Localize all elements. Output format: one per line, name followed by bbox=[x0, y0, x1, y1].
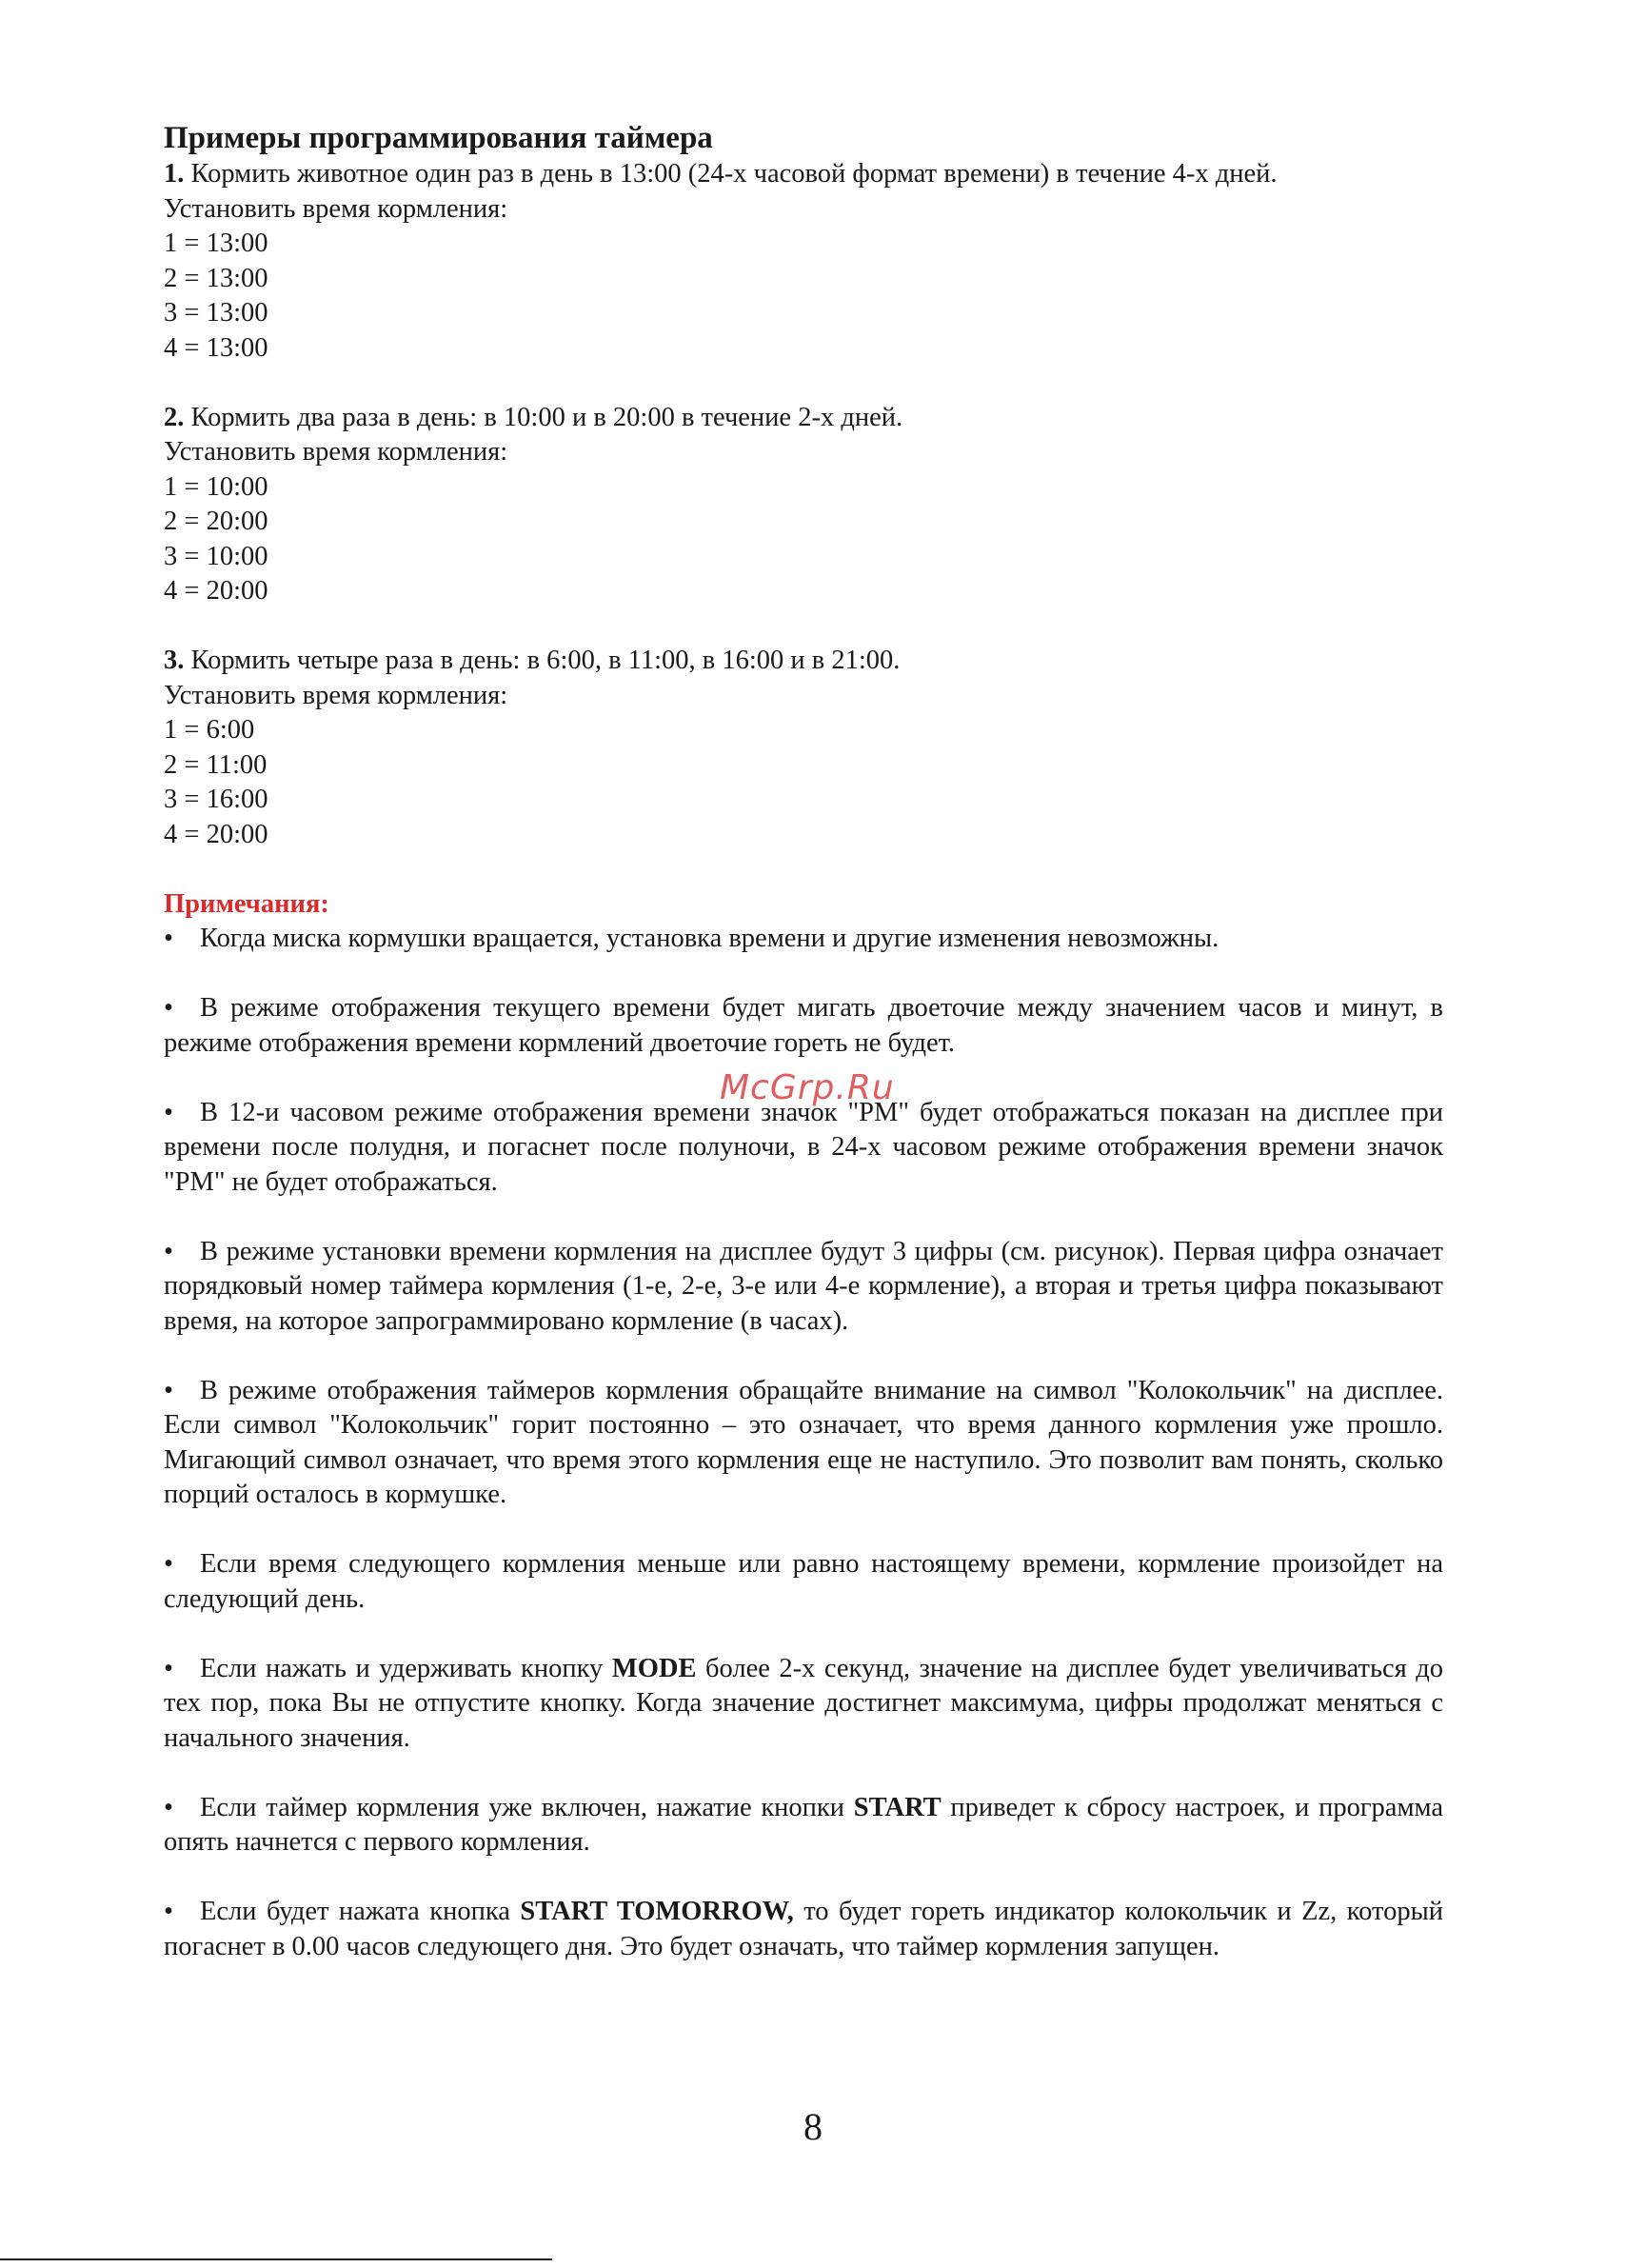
page-title: Примеры программирования таймера bbox=[164, 121, 713, 155]
example-number: 3. bbox=[164, 646, 185, 675]
example-1 bbox=[164, 157, 1443, 366]
set-label: Установить время кормления: bbox=[164, 437, 508, 467]
time-entry: 3 = 16:00 bbox=[164, 785, 268, 814]
example-text: Кормить четыре раза в день: в 6:00, в 11:00, в 16:00 и в 21:00. bbox=[190, 646, 901, 675]
note-item: • В режиме отображения таймеров кормления обращайте внимание на символ "Колокольчик" на дисплее. Если символ "Колокольчик" горит постоянно – это означает, что время данного кормления уже прошло. Мигающий символ означает, что время этого кормления еще не наступило. Это позволит вам понять, сколько порций осталось в кормушке. bbox=[164, 1375, 1443, 1509]
bullet-icon: • bbox=[164, 1792, 173, 1822]
example-text: Кормить животное один раз в день в 13:00 (24-х часовой формат времени) в течение 4-х дней. bbox=[190, 159, 1278, 189]
time-entry: 1 = 6:00 bbox=[164, 715, 255, 745]
time-entry: 2 = 13:00 bbox=[164, 263, 268, 293]
time-entry: 2 = 11:00 bbox=[164, 749, 268, 780]
footer-rule bbox=[0, 2258, 552, 2260]
bullet-icon: • bbox=[164, 1097, 173, 1127]
time-entry: 3 = 10:00 bbox=[164, 541, 268, 571]
mode-button-label: MODE bbox=[611, 1653, 697, 1683]
note-item: • Когда миска кормушки вращается, установка времени и другие изменения невозможны. bbox=[164, 922, 1443, 957]
time-entry: 2 = 20:00 bbox=[164, 507, 268, 536]
note-item: • Если время следующего кормления меньше или равно настоящему времени, кормление произойдет на следующий день. bbox=[164, 1549, 1443, 1614]
start-tomorrow-button-label: START TOMORROW, bbox=[520, 1897, 794, 1926]
bullet-icon: • bbox=[164, 1897, 173, 1926]
example-number: 1. bbox=[164, 159, 185, 189]
example-3 bbox=[164, 644, 1443, 852]
set-label: Установить время кормления: bbox=[164, 193, 508, 224]
time-entry: 1 = 13:00 bbox=[164, 229, 268, 258]
example-number: 2. bbox=[164, 402, 185, 432]
time-entry: 1 = 10:00 bbox=[164, 471, 268, 502]
watermark: McGrp.Ru bbox=[720, 1068, 895, 1107]
note-item: • Если будет нажата кнопка START TOMORROW, то будет гореть индикатор колокольчик и Zz, который погаснет в 0.00 часов следующего дня. Это будет означать, что таймер кормления запущен. bbox=[164, 1897, 1443, 1961]
note-item: • Если нажать и удерживать кнопку MODE более 2-х секунд, значение на дисплее будет увеличиваться до тех пор, пока Вы не отпустите кнопку. Когда значение достигнет максимума, цифры продолжат меняться с начального значения. bbox=[164, 1653, 1444, 1753]
bullet-icon: • bbox=[164, 924, 173, 953]
time-entry: 4 = 20:00 bbox=[164, 819, 268, 849]
note-item: • В 12-и часовом режиме отображения времени значок "PM" будет отображаться показан на дисплее при времени после полудня, и погаснет после полуночи, в 24-х часовом режиме отображения времени значок "PM" не будет отображаться. bbox=[164, 1097, 1443, 1197]
note-item: • Если таймер кормления уже включен, нажатие кнопки START приведет к сбросу настроек, и программа опять начнется с первого кормления. bbox=[164, 1792, 1443, 1857]
time-entry: 4 = 13:00 bbox=[164, 332, 268, 363]
bullet-icon: • bbox=[164, 1653, 173, 1683]
time-entry: 3 = 13:00 bbox=[164, 298, 268, 328]
notes-title: Примечания: bbox=[164, 888, 329, 919]
bullet-icon: • bbox=[164, 1375, 173, 1405]
example-text: Кормить два раза в день: в 10:00 и в 20:00 в течение 2-х дней. bbox=[190, 402, 903, 432]
start-button-label: START bbox=[853, 1792, 942, 1822]
time-entry: 4 = 20:00 bbox=[164, 576, 268, 606]
note-item: • В режиме отображения текущего времени будет мигать двоеточие между значением часов и минут, в режиме отображения времени кормлений двоеточие гореть не будет. bbox=[164, 993, 1443, 1058]
set-label: Установить время кормления: bbox=[164, 680, 508, 710]
note-item: • В режиме установки времени кормления на дисплее будут 3 цифры (см. рисунок). Первая цифра означает порядковый номер таймера кормления (1-е, 2-е, 3-е или 4-е кормление), а вторая и третья цифра показывают время, на которое запрограммировано кормление (в часах). bbox=[164, 1236, 1443, 1336]
example-2 bbox=[164, 401, 1443, 609]
bullet-icon: • bbox=[164, 1236, 173, 1266]
document-page bbox=[164, 119, 1443, 1999]
bullet-icon: • bbox=[164, 993, 173, 1023]
bullet-icon: • bbox=[164, 1549, 173, 1579]
page-number: 8 bbox=[803, 2105, 823, 2148]
